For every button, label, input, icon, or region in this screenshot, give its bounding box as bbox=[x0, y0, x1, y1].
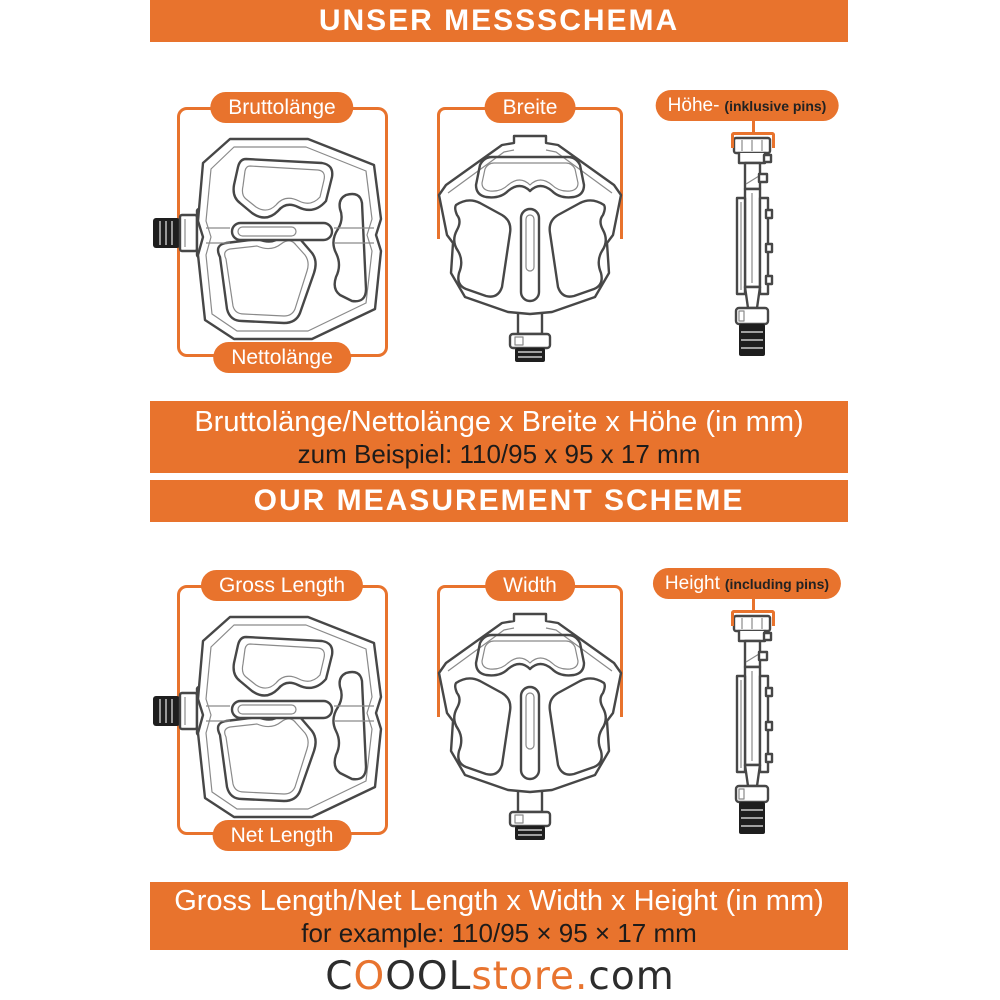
pedal-front-view-illustration-de bbox=[436, 133, 624, 363]
header-title-en: OUR MEASUREMENT SCHEME bbox=[253, 484, 745, 517]
width-text-de: Breite bbox=[502, 95, 558, 119]
formula-banner-en bbox=[150, 882, 848, 950]
height-text-en: Height bbox=[664, 572, 720, 594]
formula-banner-de bbox=[150, 401, 848, 473]
net-length-label-en bbox=[213, 820, 352, 851]
width-label-de bbox=[485, 92, 576, 123]
brand-part-dark3: com bbox=[588, 954, 675, 999]
net-length-text-en: Net Length bbox=[230, 823, 334, 847]
height-text-de: Höhe- bbox=[667, 94, 720, 116]
height-note-de: (inklusive pins) bbox=[724, 97, 827, 114]
height-bracket-en bbox=[731, 610, 775, 626]
formula-line2-de: zum Beispiel: 110/95 x 95 x 17 mm bbox=[297, 439, 701, 469]
header-banner-en bbox=[150, 480, 848, 522]
height-label-en bbox=[653, 568, 841, 599]
gross-length-label-de bbox=[210, 92, 353, 123]
height-connector-en bbox=[752, 597, 755, 611]
pedal-top-view-illustration-de bbox=[150, 133, 390, 349]
height-label-de bbox=[656, 90, 839, 121]
net-length-label-de bbox=[213, 342, 351, 373]
pedal-front-view-illustration-en bbox=[436, 611, 624, 841]
header-title-de: UNSER MESSSCHEMA bbox=[318, 4, 680, 37]
net-length-text-de: Nettolänge bbox=[231, 345, 333, 369]
formula-line1-de: Bruttolänge/Nettolänge x Breite x Höhe (in mm) bbox=[194, 406, 804, 438]
formula-line1-en: Gross Length/Net Length x Width x Height (in mm) bbox=[174, 885, 824, 917]
brand-logo bbox=[0, 954, 1000, 999]
gross-length-text-de: Bruttolänge bbox=[228, 95, 336, 119]
brand-part-dark1: C bbox=[325, 954, 354, 999]
formula-line2-en: for example: 110/95 × 95 × 17 mm bbox=[301, 918, 697, 948]
pedal-side-view-illustration-de bbox=[728, 136, 776, 362]
gross-length-label-en bbox=[201, 570, 363, 601]
gross-length-text-en: Gross Length bbox=[218, 573, 346, 597]
width-label-en bbox=[485, 570, 575, 601]
header-banner-de bbox=[150, 0, 848, 42]
height-note-en: (including pins) bbox=[724, 575, 830, 592]
brand-part-dark2: OOL bbox=[385, 954, 472, 999]
brand-part-orange1: O bbox=[353, 954, 386, 999]
height-bracket-de bbox=[731, 132, 775, 148]
pedal-top-view-illustration-en bbox=[150, 611, 390, 827]
width-text-en: Width bbox=[503, 573, 557, 597]
brand-part-orange2: store. bbox=[471, 954, 589, 999]
pedal-side-view-illustration-en bbox=[728, 614, 776, 840]
height-connector-de bbox=[752, 119, 755, 133]
